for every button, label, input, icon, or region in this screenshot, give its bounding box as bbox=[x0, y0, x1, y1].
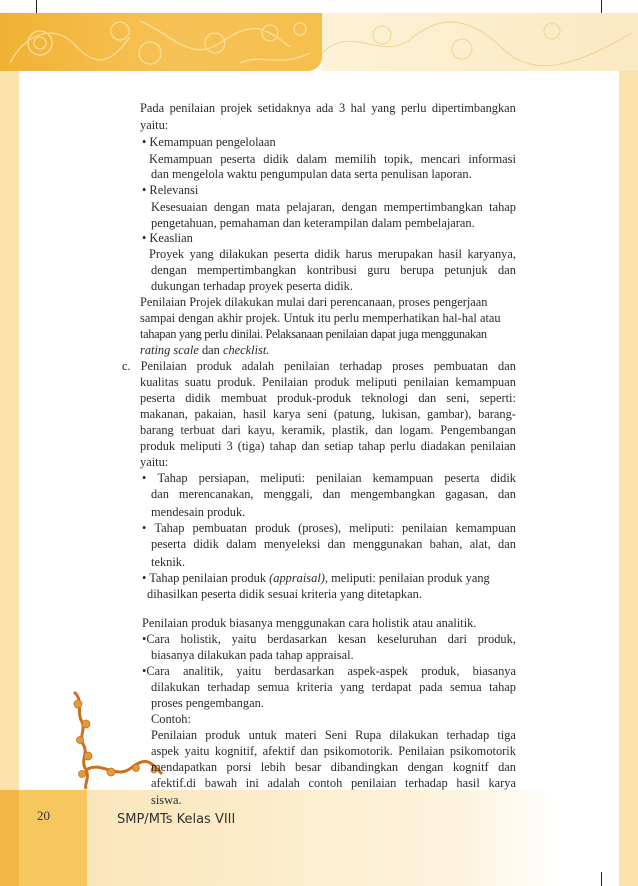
text-line: yaitu: bbox=[140, 455, 169, 469]
header-pale-band bbox=[322, 13, 638, 71]
text-line: barang terbuat dari kayu, keramik, plastik, dan logam. Pengembangan bbox=[140, 423, 516, 437]
left-margin-strip bbox=[0, 71, 19, 886]
text-line: produk meliputi 3 (tiga) tahap dan setiap tahap perlu diadakan penilaian bbox=[140, 439, 516, 453]
text-line: teknik. bbox=[151, 555, 186, 569]
text-line: Pada penilaian projek setidaknya ada 3 hal yang perlu dipertimbangkan bbox=[140, 101, 516, 115]
text-line: tahapan yang perlu dinilai. Pelaksanaan penilaian dapat juga menggunakan bbox=[140, 327, 487, 341]
text-line: Kesesuaian dengan mata pelajaran, dengan mempertimbangkan tahap bbox=[151, 200, 516, 214]
text-line: c. Penilaian produk adalah penilaian terhadap proses pembuatan dan bbox=[122, 359, 516, 373]
text-line: Kemampuan peserta didik dalam memilih topik, mencari informasi bbox=[149, 152, 516, 166]
text-line: dan merencanakan, menggali, dan mengembangkan gagasan, dan bbox=[151, 487, 516, 501]
crop-mark bbox=[601, 872, 602, 886]
text-line: • Relevansi bbox=[142, 183, 199, 197]
text-line: • Tahap pembuatan produk (proses), meliputi: penilaian kemampuan bbox=[142, 521, 516, 535]
page-number-box bbox=[19, 790, 87, 886]
text-line: Proyek yang dilakukan peserta didik harus merupakan hasil karyanya, bbox=[149, 247, 516, 261]
text-line: peserta didik dalam menyeleksi dan menggunakan bahan, alat, dan bbox=[151, 537, 516, 551]
floral-pattern-icon bbox=[0, 13, 322, 71]
floral-pattern-icon bbox=[322, 13, 638, 71]
text-line: mendapatkan porsi lebih besar dibandingkan dengan kognitf dan bbox=[151, 760, 516, 774]
text-line: yaitu: bbox=[140, 118, 169, 132]
text-line: • Tahap penilaian produk (appraisal), meliputi: penilaian produk yang bbox=[142, 571, 490, 585]
text-line: siswa. bbox=[151, 793, 182, 807]
text-line: biasanya dilakukan pada tahap appraisal. bbox=[151, 648, 354, 662]
text-line: dukungan terhadap proyek peserta didik. bbox=[151, 279, 353, 293]
text-line: •Cara analitik, yaitu berdasarkan aspek-aspek produk, biasanya bbox=[142, 664, 516, 678]
text-line: Contoh: bbox=[151, 712, 191, 726]
ornament-icon bbox=[56, 690, 166, 790]
text-line: dan mengelola waktu pengumpulan data serta penulisan laporan. bbox=[151, 167, 472, 181]
text-line: • Keaslian bbox=[142, 231, 193, 245]
text-line: dilakukan terhadap semua kriteria yang terdapat pada semua tahap bbox=[151, 680, 516, 694]
text-line: •Cara holistik, yaitu berdasarkan kesan keseluruhan dari produk, bbox=[142, 632, 516, 646]
text-line: • Kemampuan pengelolaan bbox=[142, 135, 276, 149]
text-line: dihasilkan peserta didik sesuai kriteria yang ditetapkan. bbox=[147, 587, 422, 601]
text-line: • Tahap persiapan, meliputi: penilaian kemampuan peserta didik bbox=[142, 471, 516, 485]
text-line: proses pengembangan. bbox=[151, 696, 264, 710]
text-line: dengan mempertimbangkan kontribusi guru berupa petunjuk dan bbox=[151, 263, 516, 277]
text-line: pengetahuan, pemahaman dan keterampilan dalam pembelajaran. bbox=[151, 216, 475, 230]
text-line: rating scale dan checklist. bbox=[140, 343, 270, 357]
crop-mark bbox=[601, 0, 602, 14]
text-line: Penilaian produk biasanya menggunakan cara holistik atau analitik. bbox=[142, 616, 477, 630]
text-line: kualitas suatu produk. Penilaian produk meliputi penilaian kemampuan bbox=[140, 375, 516, 389]
text-line: Penilaian Projek dilakukan mulai dari perencanaan, proses pengerjaan bbox=[140, 295, 488, 309]
text-line: peserta didik membuat produk-produk teknologi dan seni, seperti: bbox=[140, 391, 516, 405]
header-ornament-band bbox=[0, 13, 322, 71]
text-line: aspek yaitu kognitif, afektif dan psikomotorik. Penilaian psikomotorik bbox=[151, 744, 516, 758]
text-line: mendesain produk. bbox=[151, 505, 246, 519]
text-line: afektif.di bawah ini adalah contoh penilaian terhadap hasil karya bbox=[151, 776, 516, 790]
text-line: makanan, pakaian, hasil karya seni (patung, lukisan, gambar), barang- bbox=[140, 407, 516, 421]
footer-label: SMP/MTs Kelas VIII bbox=[117, 812, 236, 827]
crop-mark bbox=[36, 0, 37, 14]
text-line: sampai dengan akhir projek. Untuk itu perlu memperhatikan hal-hal atau bbox=[140, 311, 501, 325]
left-corner-block bbox=[0, 790, 19, 886]
page-number: 20 bbox=[37, 808, 50, 823]
right-margin-strip bbox=[619, 71, 638, 886]
text-line: Penilaian produk untuk materi Seni Rupa dilakukan terhadap tiga bbox=[151, 728, 516, 742]
